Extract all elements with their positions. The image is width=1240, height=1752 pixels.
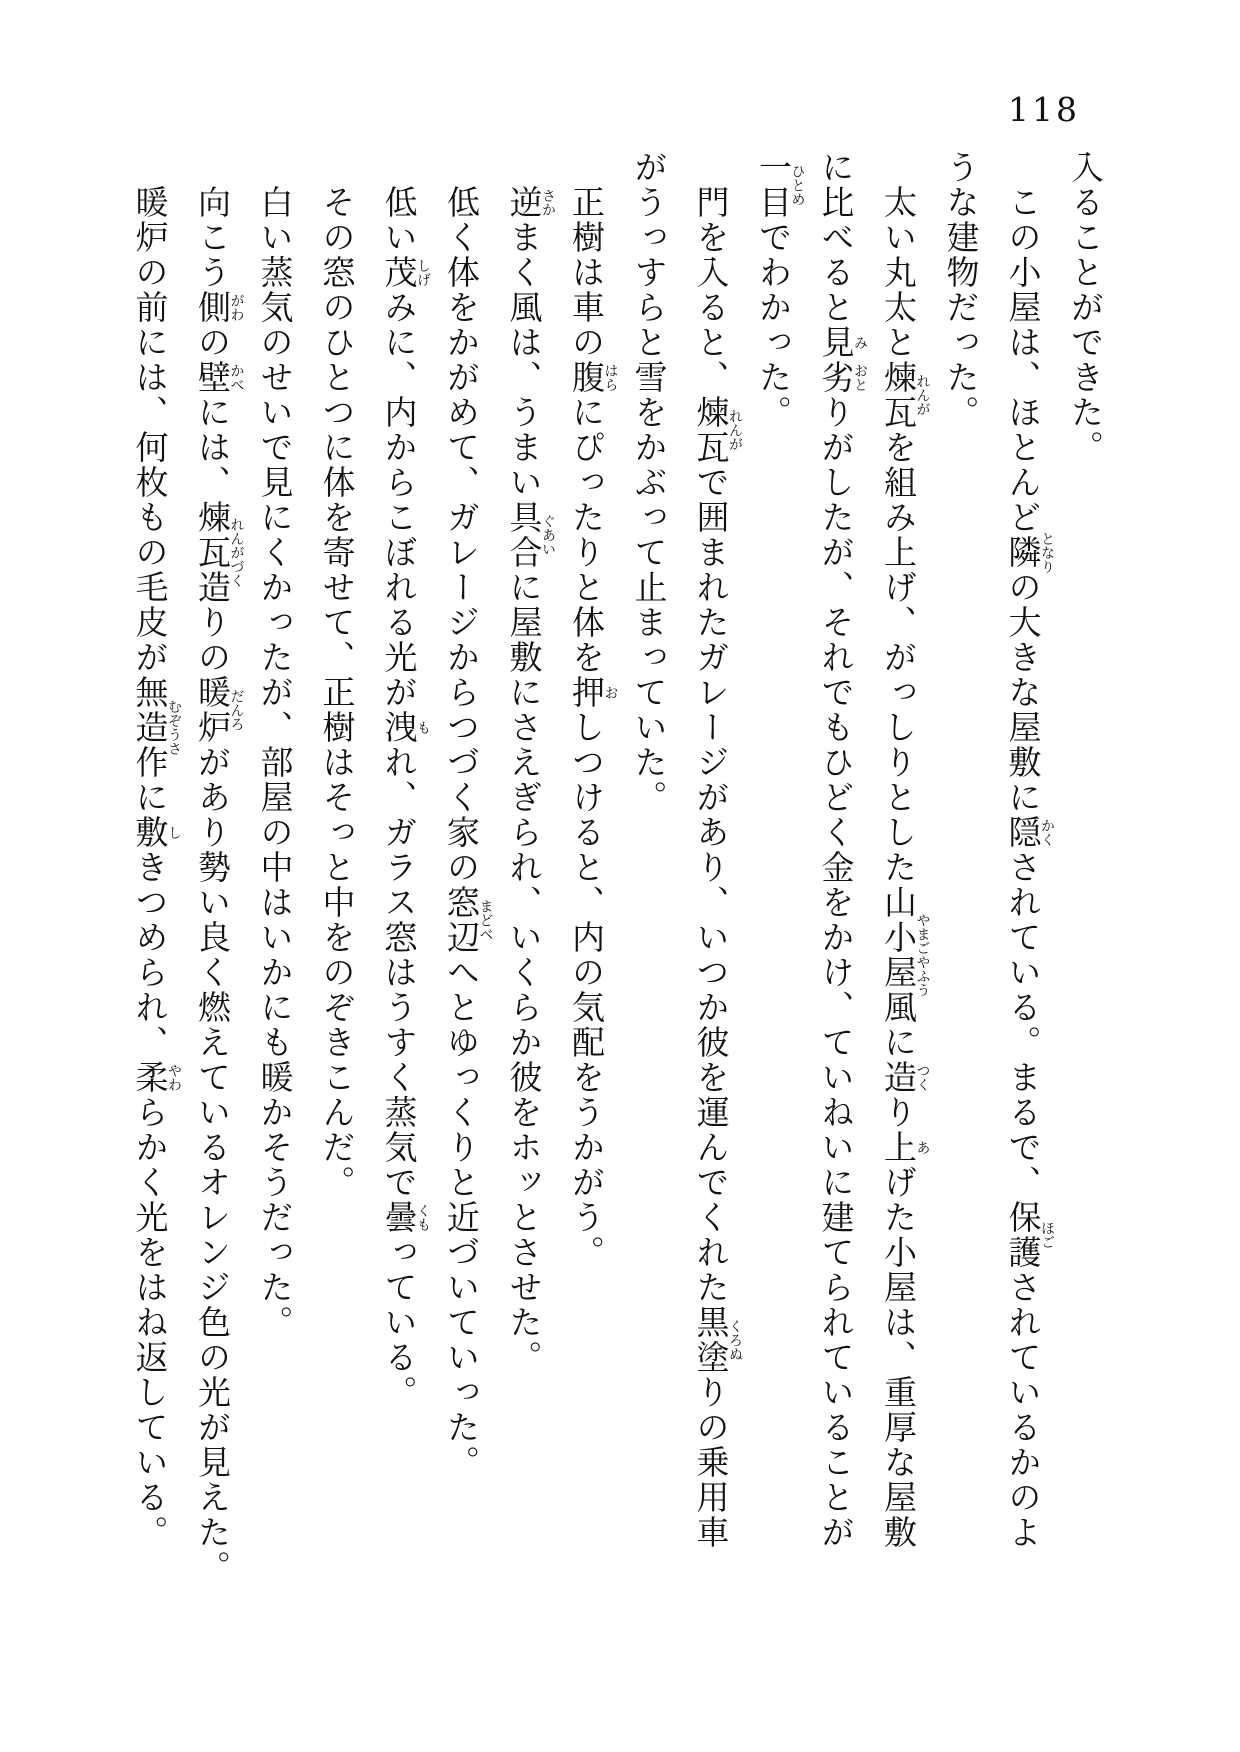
- text-column: その窓のひとつに体を寄せて、正樹はそっと中をのぞきこんだ。: [317, 185, 357, 1200]
- ruby-annotated-word: 曇くも: [379, 1200, 431, 1235]
- ruby-annotated-word: 隣となり: [1003, 531, 1055, 574]
- ruby-annotated-word: 押お: [567, 675, 619, 710]
- ruby-annotated-word: 保護ほご: [1003, 1200, 1055, 1270]
- text-column: に比べると見み劣おとりがしたが、それでもひどく金をかけ、ていねいに建てられていることが: [816, 150, 868, 1550]
- ruby-annotated-word: 洩も: [379, 710, 431, 745]
- ruby-annotated-word: 腹はら: [567, 360, 619, 395]
- ruby-annotated-word: 見み: [816, 325, 868, 360]
- text-column: 低く体をかがめて、ガレージからつづく家の窓辺まどべへとゆっくりと近づいていった。: [442, 185, 494, 1480]
- text-column: 低い茂しげみに、内からこぼれる光が洩もれ、ガラス窓はうすく蒸気で曇くもっている。: [379, 185, 431, 1410]
- ruby-annotated-word: 窓辺まどべ: [442, 885, 494, 955]
- ruby-annotated-word: 山小屋風やまごやふう: [879, 885, 931, 1025]
- ruby-annotated-word: 逆さか: [504, 185, 556, 220]
- ruby-annotated-word: 造つく: [879, 1060, 931, 1095]
- text-column: 白い蒸気のせいで見にくかったが、部屋の中はいかにも暖かそうだった。: [255, 185, 295, 1340]
- text-column: 門を入ると、煉瓦れんがで囲まれたガレージがあり、いつか彼を運んでくれた黒塗くろぬりの乗用車: [691, 185, 743, 1550]
- ruby-annotated-word: 側がわ: [193, 290, 245, 325]
- ruby-annotated-word: 暖炉だんろ: [193, 675, 245, 745]
- ruby-annotated-word: 具合ぐあい: [504, 500, 556, 570]
- text-column: 向こう側がわの壁かべには、煉瓦造れんがづくりの暖炉だんろがあり勢い良く燃えているオレンジ色の光が見えた。: [193, 185, 245, 1585]
- page-number: 118: [1008, 90, 1080, 129]
- ruby-annotated-word: 茂しげ: [379, 255, 431, 290]
- ruby-annotated-word: 一目ひとめ: [754, 150, 806, 220]
- text-column: 入ることができた。: [1066, 150, 1105, 465]
- text-column: 一目ひとめでわかった。: [754, 150, 806, 430]
- ruby-annotated-word: 柔やわ: [130, 1060, 182, 1095]
- ruby-annotated-word: 煉瓦れんが: [691, 395, 743, 465]
- ruby-annotated-word: 無造作むぞうさ: [130, 675, 182, 780]
- text-column: 太い丸太と煉瓦れんがを組み上げ、がっしりとした山小屋風やまごやふうに造つくり上あげた小屋は、重厚な屋敷: [879, 185, 931, 1550]
- ruby-annotated-word: 黒塗くろぬ: [691, 1305, 743, 1375]
- vertical-text-block: [119, 150, 1117, 1602]
- text-column: がうっすらと雪をかぶって止まっていた。: [629, 150, 669, 815]
- ruby-annotated-word: 劣おと: [816, 360, 868, 395]
- ruby-annotated-word: 敷し: [130, 815, 182, 850]
- ruby-annotated-word: 上あ: [879, 1130, 931, 1165]
- ruby-annotated-word: 壁かべ: [193, 360, 245, 395]
- ruby-annotated-word: 煉瓦れんが: [879, 360, 931, 430]
- text-column: 正樹は車の腹はらにぴったりと体を押おしつけると、内の気配をうかがう。: [567, 185, 619, 1270]
- text-column: 逆さかまく風は、うまい具合ぐあいに屋敷にさえぎられ、いくらか彼をホッとさせた。: [504, 185, 556, 1375]
- text-column: うな建物だった。: [941, 150, 981, 430]
- text-column: 暖炉の前には、何枚もの毛皮が無造作むぞうさに敷しきつめられ、柔やわらかく光をはね返している。: [130, 185, 182, 1550]
- ruby-annotated-word: 煉瓦造れんがづく: [193, 500, 245, 605]
- text-column: この小屋は、ほとんど隣となりの大きな屋敷に隠かくされている。まるで、保護ほごされているかのよ: [1003, 185, 1055, 1550]
- ruby-annotated-word: 隠かく: [1003, 815, 1055, 850]
